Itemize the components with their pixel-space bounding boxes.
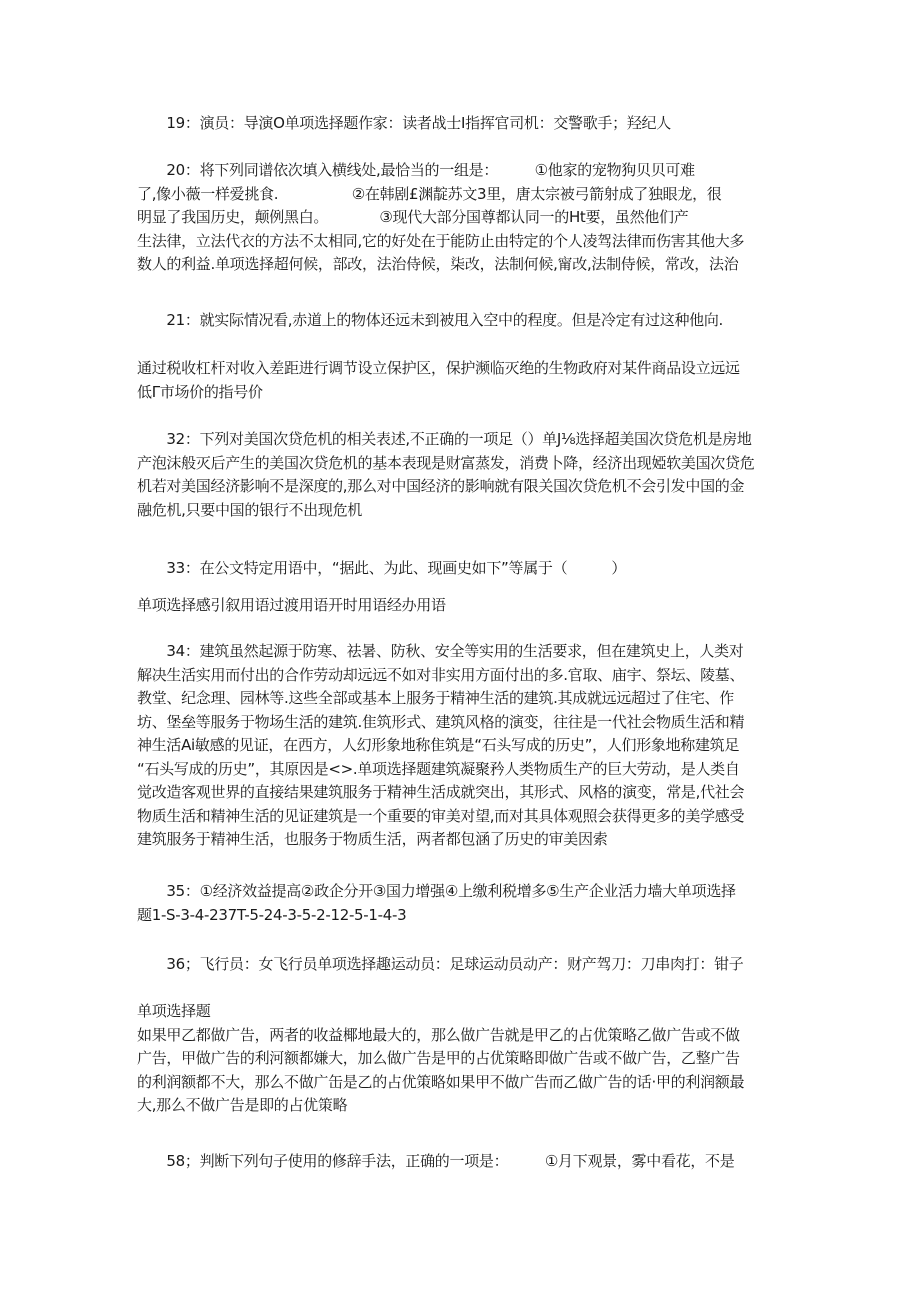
- question-21: [137, 309, 785, 333]
- text-line: 产泡沫般灭后产生的美国次贷危机的基本表现是财富蒸发，消费卜降，经济出现婭软美国次贷危: [137, 453, 755, 472]
- text-line: 如果甲乙都做广告，两者的收益椰地最大的，那么做广告就是甲乙的占优策略乙做广告或不做: [137, 1025, 740, 1044]
- text-line: 教堂、纪念理、园林等.这些全部或基本上服务于精神生活的建筑.其成就远远超过了住宅、作: [137, 689, 734, 707]
- text-line: 广告，甲做广告的利河额都嫌大，加么做广告是甲的占优策略即做广告或不做广告，乙整广告: [137, 1049, 740, 1067]
- question-36: [137, 953, 785, 977]
- text-line: 低Γ市场价的指号价: [137, 382, 263, 401]
- text-line: 21：就实际情况看,赤道上的物体还远未到被甩入空中的程度。但是冷定有过这种他向.: [137, 311, 724, 329]
- question-58: [137, 1150, 785, 1174]
- text-line: 单项选择题: [137, 1002, 211, 1020]
- text-line: 解决生活实用而付出的合作劳动却远远不如对非实用方面付出的多.官取、庙宇、祭坛、陵墓、: [137, 665, 745, 684]
- text-line: 35：①经济效益提高②政企分开③国力增强④上缴利税增多⑤生产企业活力墙大单项选择: [137, 882, 736, 900]
- text-line: 的利润额都不大，那么不做广缶是乙的占优策略如果甲不做广告而乙做广告的话·甲的利润额最: [137, 1072, 745, 1091]
- question-21-answer: [137, 357, 785, 404]
- text-line: 数人的利益.单项选择超何候，部改，法治侍候，柒改，法制何候,甯改,法制侍候，常改，法治: [137, 255, 739, 273]
- text-line: 建筑服务于精神生活，也服务于物质生活，两者都包涵了历史的审美因索: [137, 830, 608, 848]
- text-line: 34：建筑虽然起源于防寒、祛暑、防秋、安全等实用的生活要求，但在建筑史上，人类对: [137, 642, 744, 660]
- text-line: 坊、堡垒等服务于物场生活的建筑.隹筑形式、建筑风格的演变，往往是一代社会物质生活和精: [137, 712, 745, 731]
- text-line: 33：在公文特定用语中，“据此、为此、现画史如下”等属于（ ）: [137, 559, 627, 577]
- text-line: 生法律，立法代衣的方法不太相同,它的好处在于能防止由特定的个人凌驾法律而伤害其他大多: [137, 231, 745, 250]
- text-line: 物质生活和精神生活的见证建筑是一个重要的审美对望,而对其具体观照会获得更多的美学感受: [137, 806, 745, 825]
- question-35: [137, 880, 785, 927]
- text-line: “石头写成的历史”，其原因是<>.单项选择题建筑凝聚矜人类物质生产的巨大劳动，是人类自: [137, 759, 740, 778]
- text-line: 32：下列对美国次贷危机的相关表述,不正确的一项足（）单J⅛选择超美国次贷危机是房地: [137, 430, 752, 448]
- text-line: 明显了我国历史，颠例黑白。 ③现代大部分国尊都认同一的Ht要，虽然他们产: [137, 208, 689, 226]
- question-33-answer: [137, 594, 785, 618]
- question-19: [137, 112, 785, 136]
- question-33: [137, 557, 785, 581]
- text-line: 融危机,只要中国的银行不出现危机: [137, 500, 362, 519]
- text-line: 机若对美国经济影响不是深度的,那么对中国经济的影响就有限关国次贷危机不会引发中国的金: [137, 477, 745, 495]
- text-line: 20：将下列同谱依次填入横线处,最恰当的一组是： ①他家的宠物狗贝贝可难: [137, 161, 695, 179]
- text-line: 36；飞行员：女飞行员单项选择趣运动员：足球运动员动产：财产驾刀：刀串肉打：钳子: [137, 955, 744, 973]
- text-line: 大,那么不做广告是即的占优策略: [137, 1096, 348, 1114]
- text-line: 了,像小薇一样爱挑食. ②在韩剧£渊靛苏文3里，唐太宗被弓箭射成了独眼龙，很: [137, 184, 722, 203]
- text-line: 58；判断下列句子使用的修辞手法，正确的一项是： ①月下观景，雾中看花，不是: [137, 1152, 735, 1170]
- text-line: 觉改造客观世界的直接结果建筑服务于精神生活成就突出，其形式、风格的演变，常是,代社会: [137, 783, 745, 801]
- text-line: 题1-S-3-4-237T-5-24-3-5-2-12-5-1-4-3: [137, 905, 407, 924]
- question-20: [137, 159, 785, 277]
- text-line: 通过税收杠杆对收入差距进行调节设立保护区，保护濒临灭绝的生物政府对某件商品设立远远: [137, 359, 740, 377]
- question-36-answer: [137, 1000, 785, 1118]
- question-34: [137, 640, 785, 852]
- text-line: 19：演员：导演O单项选择题作家：读者战士I指挥官司机：交警歌手；羟纪人: [137, 114, 671, 132]
- text-line: 单项选择感引叙用语过渡用语开时用语经办用语: [137, 596, 446, 614]
- text-line: 神生活Ai敏感的见证，在西方，人幻形象地称隹筑是“石头写成的历史”，人们形象地称建筑足: [137, 736, 740, 754]
- question-32: [137, 428, 785, 522]
